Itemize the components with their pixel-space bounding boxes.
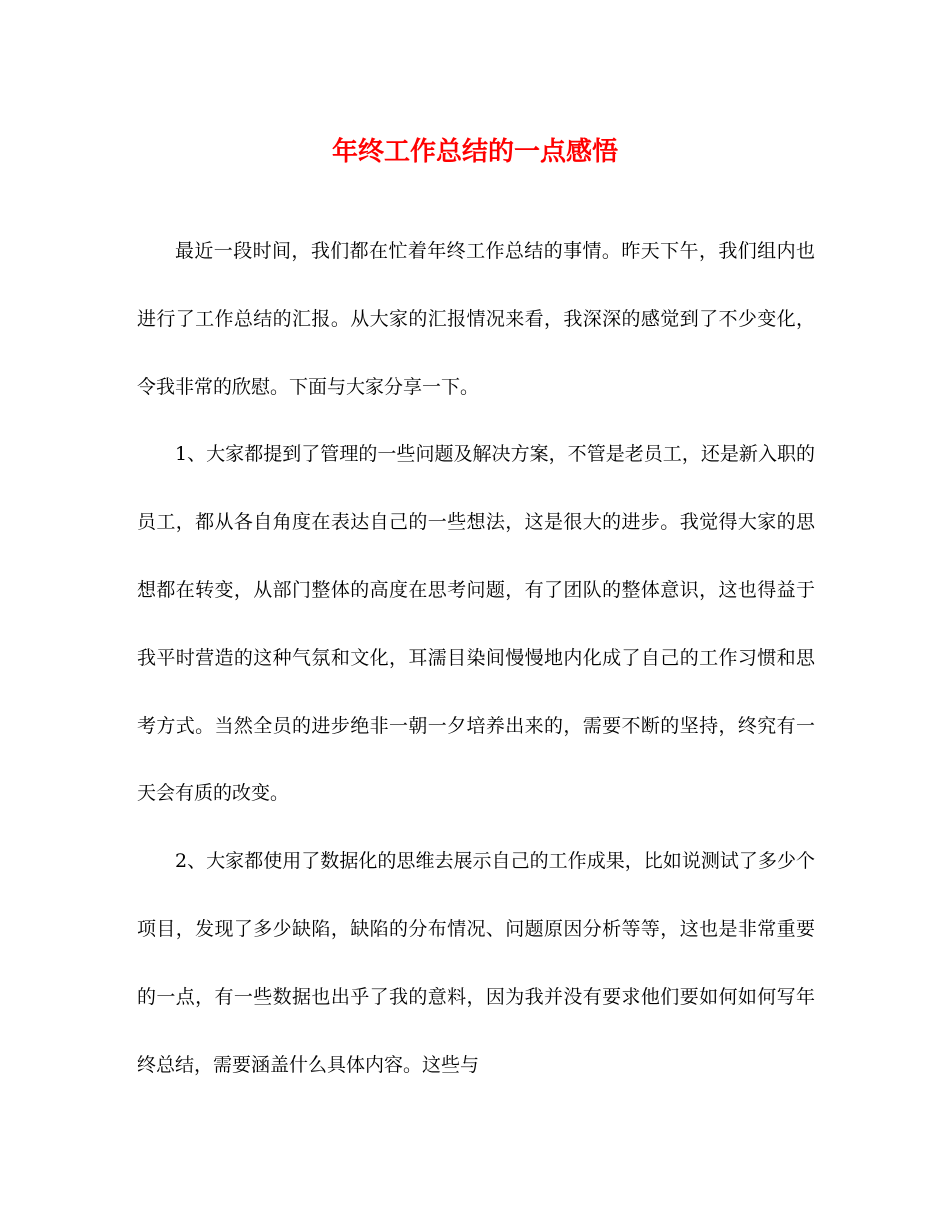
- paragraph-intro: 最近一段时间，我们都在忙着年终工作总结的事情。昨天下午，我们组内也进行了工作总结的汇报。从大家的汇报情况来看，我深深的感觉到了不少变化，令我非常的欣慰。下面与大家分享一下。: [137, 240, 815, 398]
- document-body: [137, 218, 815, 1099]
- paragraph-point-2: 2、大家都使用了数据化的思维去展示自己的工作成果，比如说测试了多少个项目，发现了多少缺陷，缺陷的分布情况、问题原因分析等等，这也是非常重要的一点，有一些数据也出乎了我的意料，因为我并没有要求他们要如何如何写年终总结，需要涵盖什么具体内容。这些与: [137, 850, 815, 1076]
- paragraph-point-1: 1、大家都提到了管理的一些问题及解决方案，不管是老员工，还是新入职的员工，都从各自角度在表达自己的一些想法，这是很大的进步。我觉得大家的思想都在转变，从部门整体的高度在思考问题，有了团队的整体意识，这也得益于我平时营造的这种气氛和文化，耳濡目染间慢慢地内化成了自己的工作习惯和思考方式。当然全员的进步绝非一朝一夕培养出来的，需要不断的坚持，终究有一天会有质的改变。: [137, 443, 815, 805]
- document-title: 年终工作总结的一点感悟: [331, 137, 618, 167]
